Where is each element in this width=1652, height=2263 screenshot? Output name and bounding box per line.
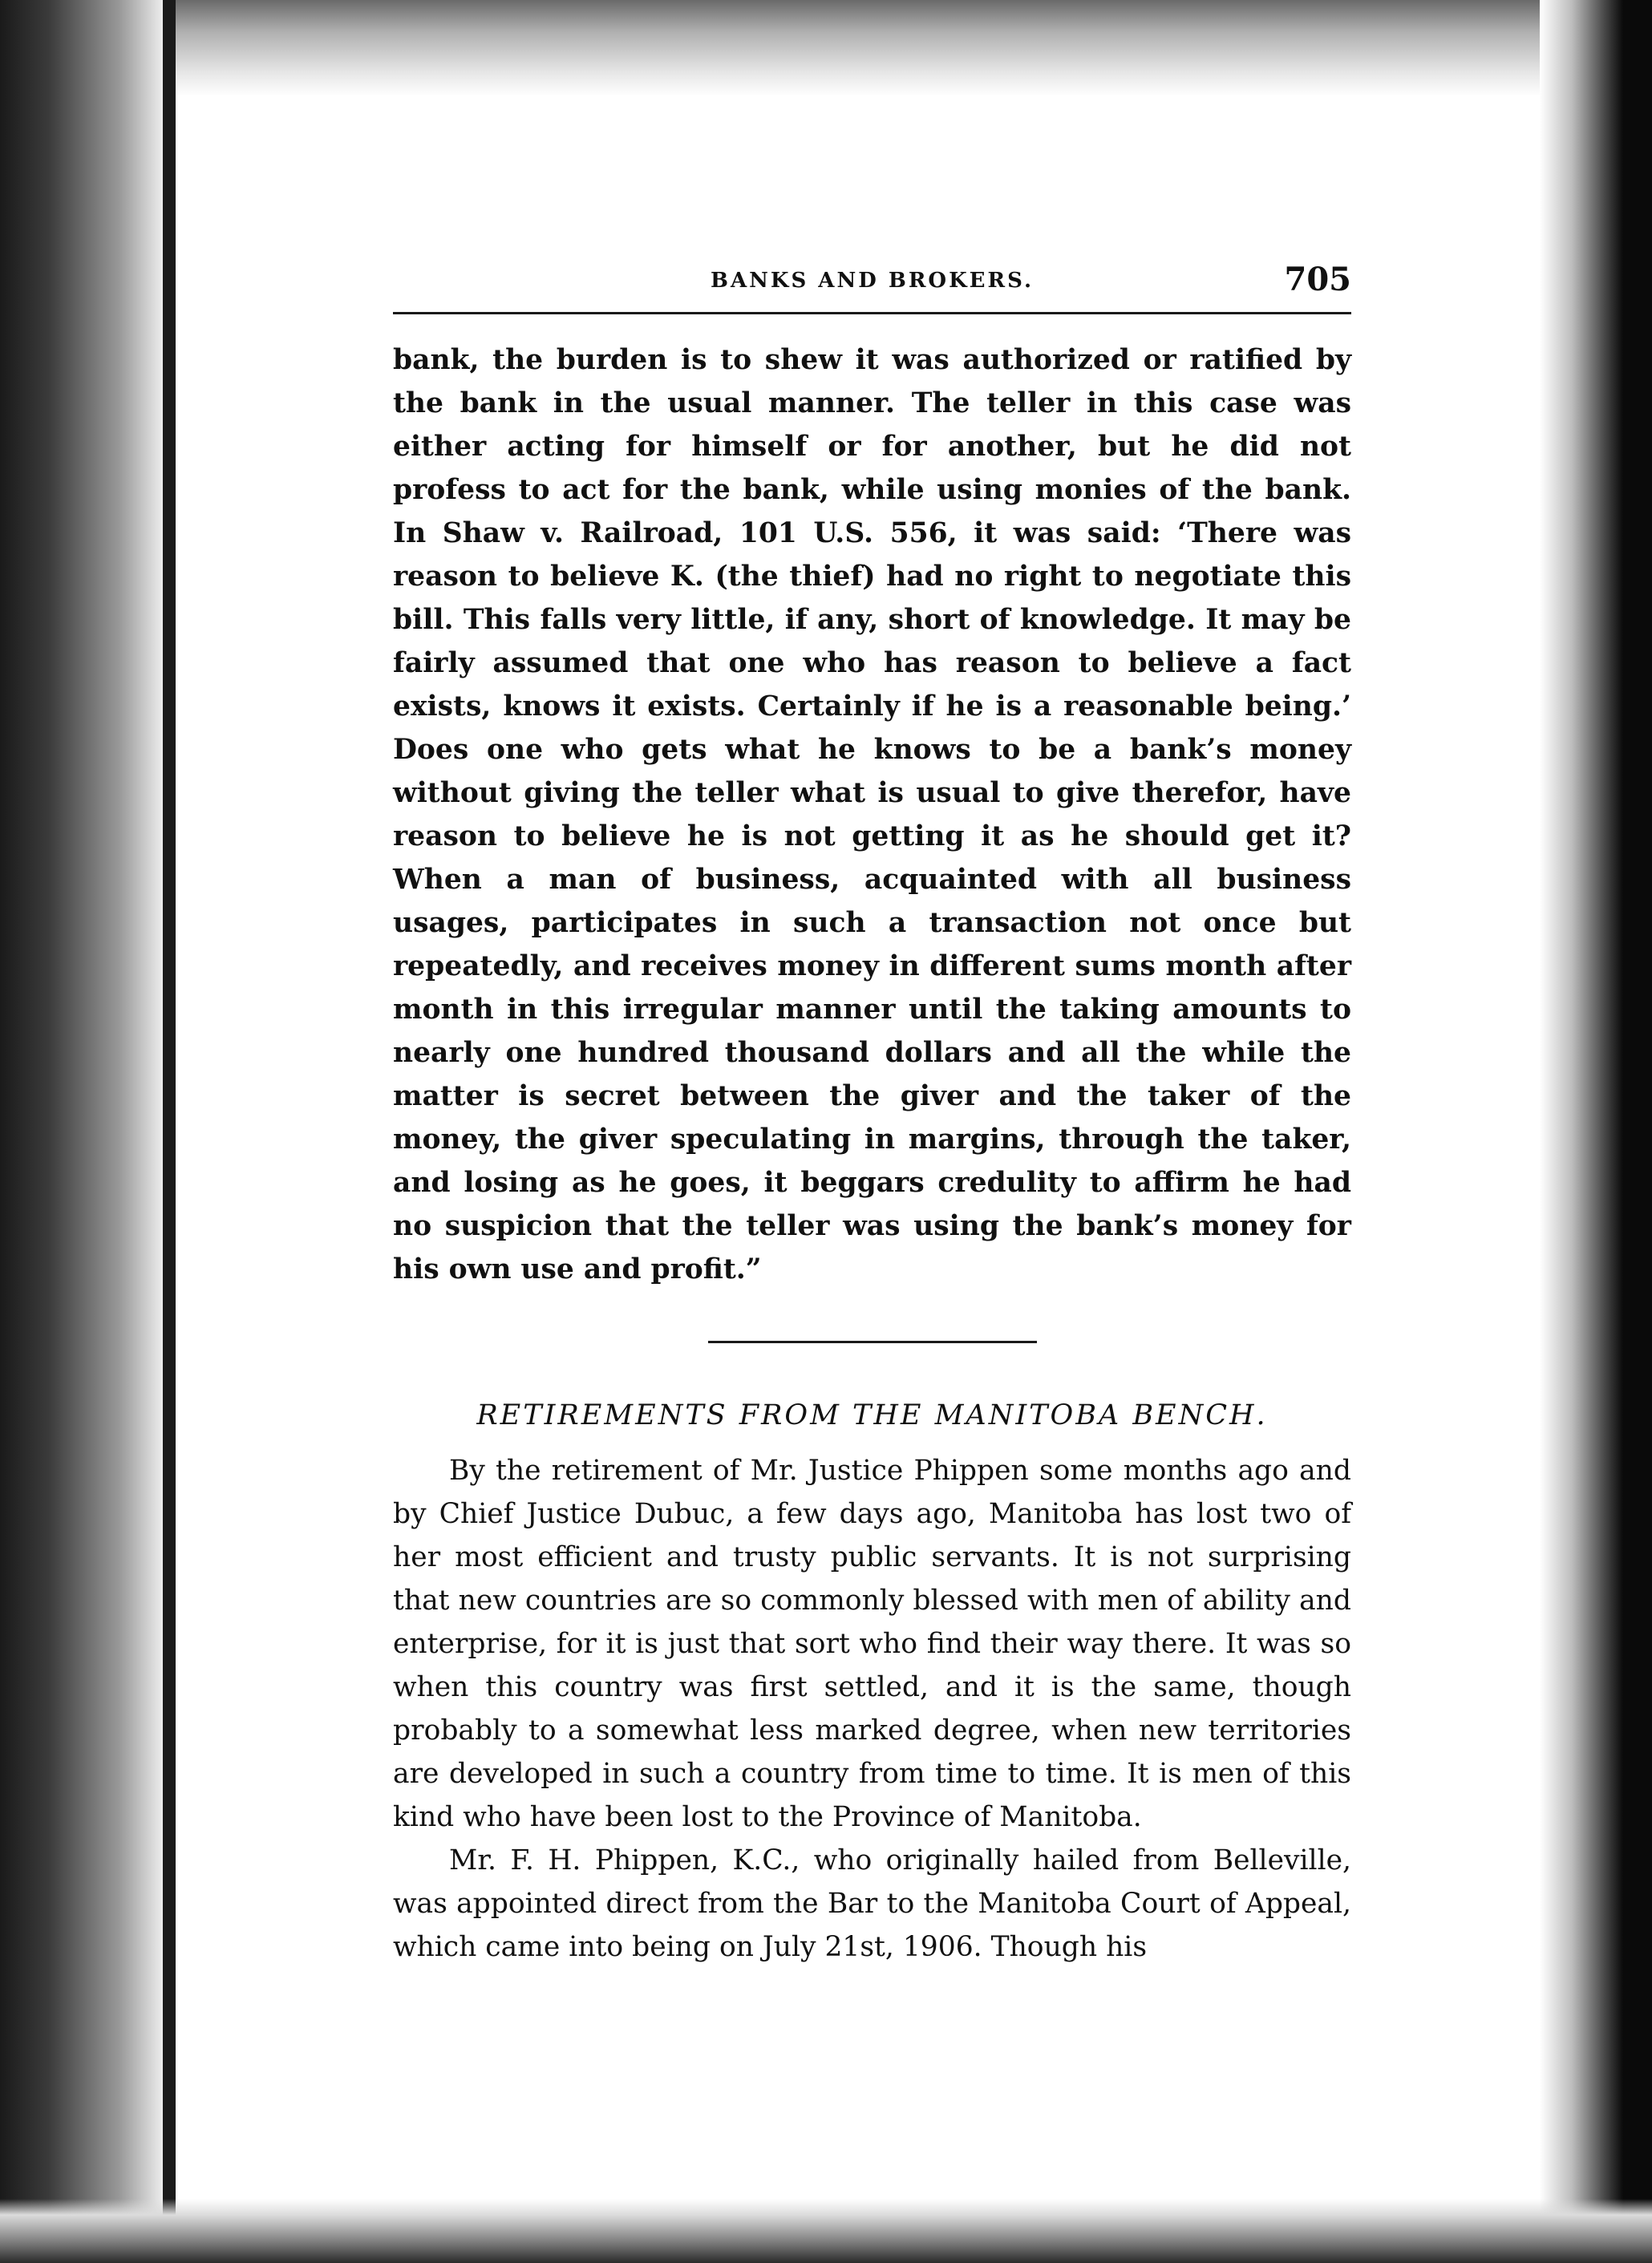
- case-quotation-paragraph: bank, the burden is to shew it was authorized or ratified by the bank in the usual manner. The teller in this case was either acting for himself or for another, but he did not profess to act for the bank, while using monies of the bank. In Shaw v. Railroad, 101 U.S. 556, it was said: ‘There was reason to believe K. (the thief) had no right to negotiate this bill. This falls very little, if any, short of knowledge. It may be fairly assumed that one who has reason to believe a fact exists, knows it exists. Certainly if he is a reasonable being.’ Does one who gets what he knows to be a bank’s money without giving the teller what is usual to give therefor, have reason to believe he is not getting it as he should get it? When a man of business, acquainted with all business usages, participates in such a transaction not once but repeatedly, and receives money in different sums month after month in this irregular manner until the taking amounts to nearly one hundred thousand dollars and all the while the matter is secret between the giver and the taker of the money, the giver speculating in margins, through the taker, and losing as he goes, it beggars credulity to affirm he had no suspicion that the teller was using the bank’s money for his own use and profit.”: [393, 344, 1351, 1285]
- section-heading: RETIREMENTS FROM THE MANITOBA BENCH.: [476, 1399, 1268, 1431]
- scan-shadow-top: [0, 0, 1652, 96]
- running-header: [393, 261, 1351, 309]
- book-page: [393, 261, 1351, 1969]
- section-paragraph: Mr. F. H. Phippen, K.C., who originally hailed from Belleville, was appointed direct from the Bar to the Manitoba Court of Appeal, which came into being on July 21st, 1906. Though his: [393, 1844, 1351, 1963]
- scan-shadow-bottom: [0, 2199, 1652, 2263]
- section-paragraph: By the retirement of Mr. Justice Phippen some months ago and by Chief Justice Dubuc, a few days ago, Manitoba has lost two of her most efficient and trusty public servants. It is not surprising that new countries are so commonly blessed with men of ability and enterprise, for it is just that sort who find their way there. It was so when this country was first settled, and it is the same, though probably to a somewhat less marked degree, when new territories are developed in such a country from time to time. It is men of this kind who have been lost to the Province of Manitoba.: [393, 1455, 1351, 1833]
- scan-shadow-left: [0, 0, 172, 2263]
- page-number: 705: [1284, 261, 1351, 298]
- running-title: BANKS AND BROKERS.: [710, 269, 1035, 293]
- header-rule: [393, 312, 1351, 314]
- scan-shadow-right: [1540, 0, 1652, 2263]
- book-binding-edge: [163, 0, 176, 2263]
- section-divider: [708, 1341, 1037, 1343]
